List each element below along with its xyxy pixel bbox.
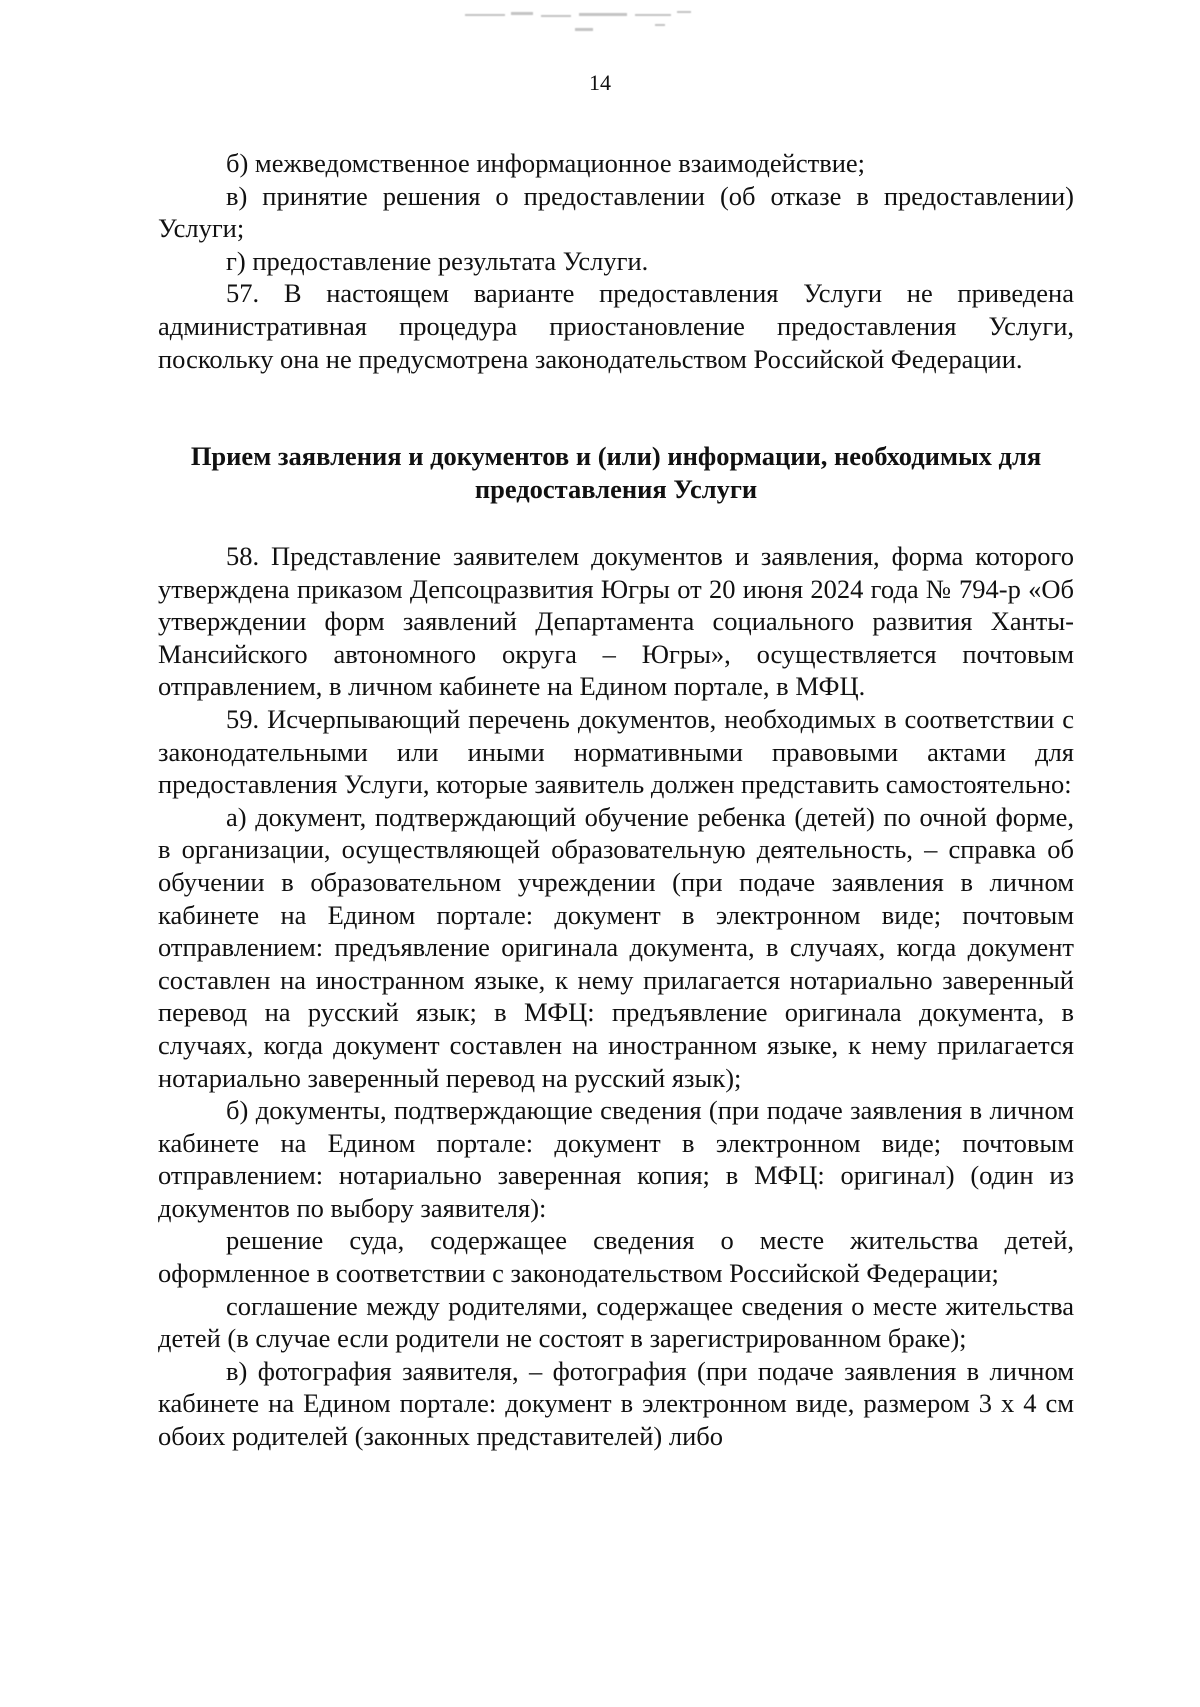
paragraph-parents-agreement: соглашение между родителями, содержащее сведения о месте жительства детей (в случае если родители не состоят в зарегистрированном браке); xyxy=(158,1290,1074,1354)
paragraph-a-study-certificate: а) документ, подтверждающий обучение ребенка (детей) по очной форме, в организации, осуществляющей образовательную деятельность, – справка об обучении в образовательном учреждении (при подаче заявления в личном кабинете на Едином портале: документ в электронном виде; почтовым отправлением: предъявление оригинала документа, в случаях, когда документ составлен на иностранном языке, к нему прилагается нотариально заверенный перевод на русский язык; в МФЦ: предъявление оригинала документа, в случаях, когда документ составлен на иностранном языке, к нему прилагается нотариально заверенный перевод на русский язык); xyxy=(158,801,1074,1093)
paragraph-g-result: г) предоставление результата Услуги. xyxy=(226,245,649,276)
paragraph-b-interagency: б) межведомственное информационное взаимодействие; xyxy=(226,148,866,178)
paragraph-court-decision: решение суда, содержащее сведения о месте жительства детей, оформленное в соответствии с законодательством Российской Федерации; xyxy=(158,1225,1074,1289)
page-number: 14 xyxy=(589,70,611,95)
paragraph-v-decision: в) принятие решения о предоставлении (об отказе в предоставлении) Услуги; xyxy=(158,180,1074,244)
paragraph-59: 59. Исчерпывающий перечень документов, необходимых в соответствии с законодательными или иными нормативными правовыми актами для предоставления Услуги, которые заявитель должен представить самостоятельно: xyxy=(158,703,1074,800)
text-block-main xyxy=(158,540,1074,1453)
text-block-top xyxy=(158,147,1074,375)
paragraph-v-photo: в) фотография заявителя, – фотография (при подаче заявления в личном кабинете на Едином портале: документ в электронном виде, размером 3 х 4 см обоих родителей (законных представителей) либо xyxy=(158,1355,1074,1452)
paragraph-b-documents: б) документы, подтверждающие сведения (при подаче заявления в личном кабинете на Едином портале: документ в электронном виде; почтовым отправлением: нотариально заверенная копия; в МФЦ: оригинал) (один из документов по выбору заявителя): xyxy=(158,1095,1074,1223)
paragraph-57: 57. В настоящем варианте предоставления Услуги не приведена административная процедура приостановление предоставления Услуги, поскольку она не предусмотрена законодательством Российской Федерации. xyxy=(158,278,1074,374)
paragraph-58: 58. Представление заявителем документов и заявления, форма которого утверждена приказом Депсоцразвития Югры от 20 июня 2024 года № 794-р «Об утверждении форм заявлений Департамента социального развития Ханты-Мансийского автономного округа – Югры», осуществляется почтовым отправлением, в личном кабинете на Едином портале, в МФЦ. xyxy=(158,541,1074,702)
scan-noise-icon xyxy=(455,6,745,40)
scan-stamp-mark xyxy=(455,6,745,40)
section-heading: Прием заявления и документов и (или) информации, необходимых для предоставления Услуги xyxy=(190,441,1042,504)
